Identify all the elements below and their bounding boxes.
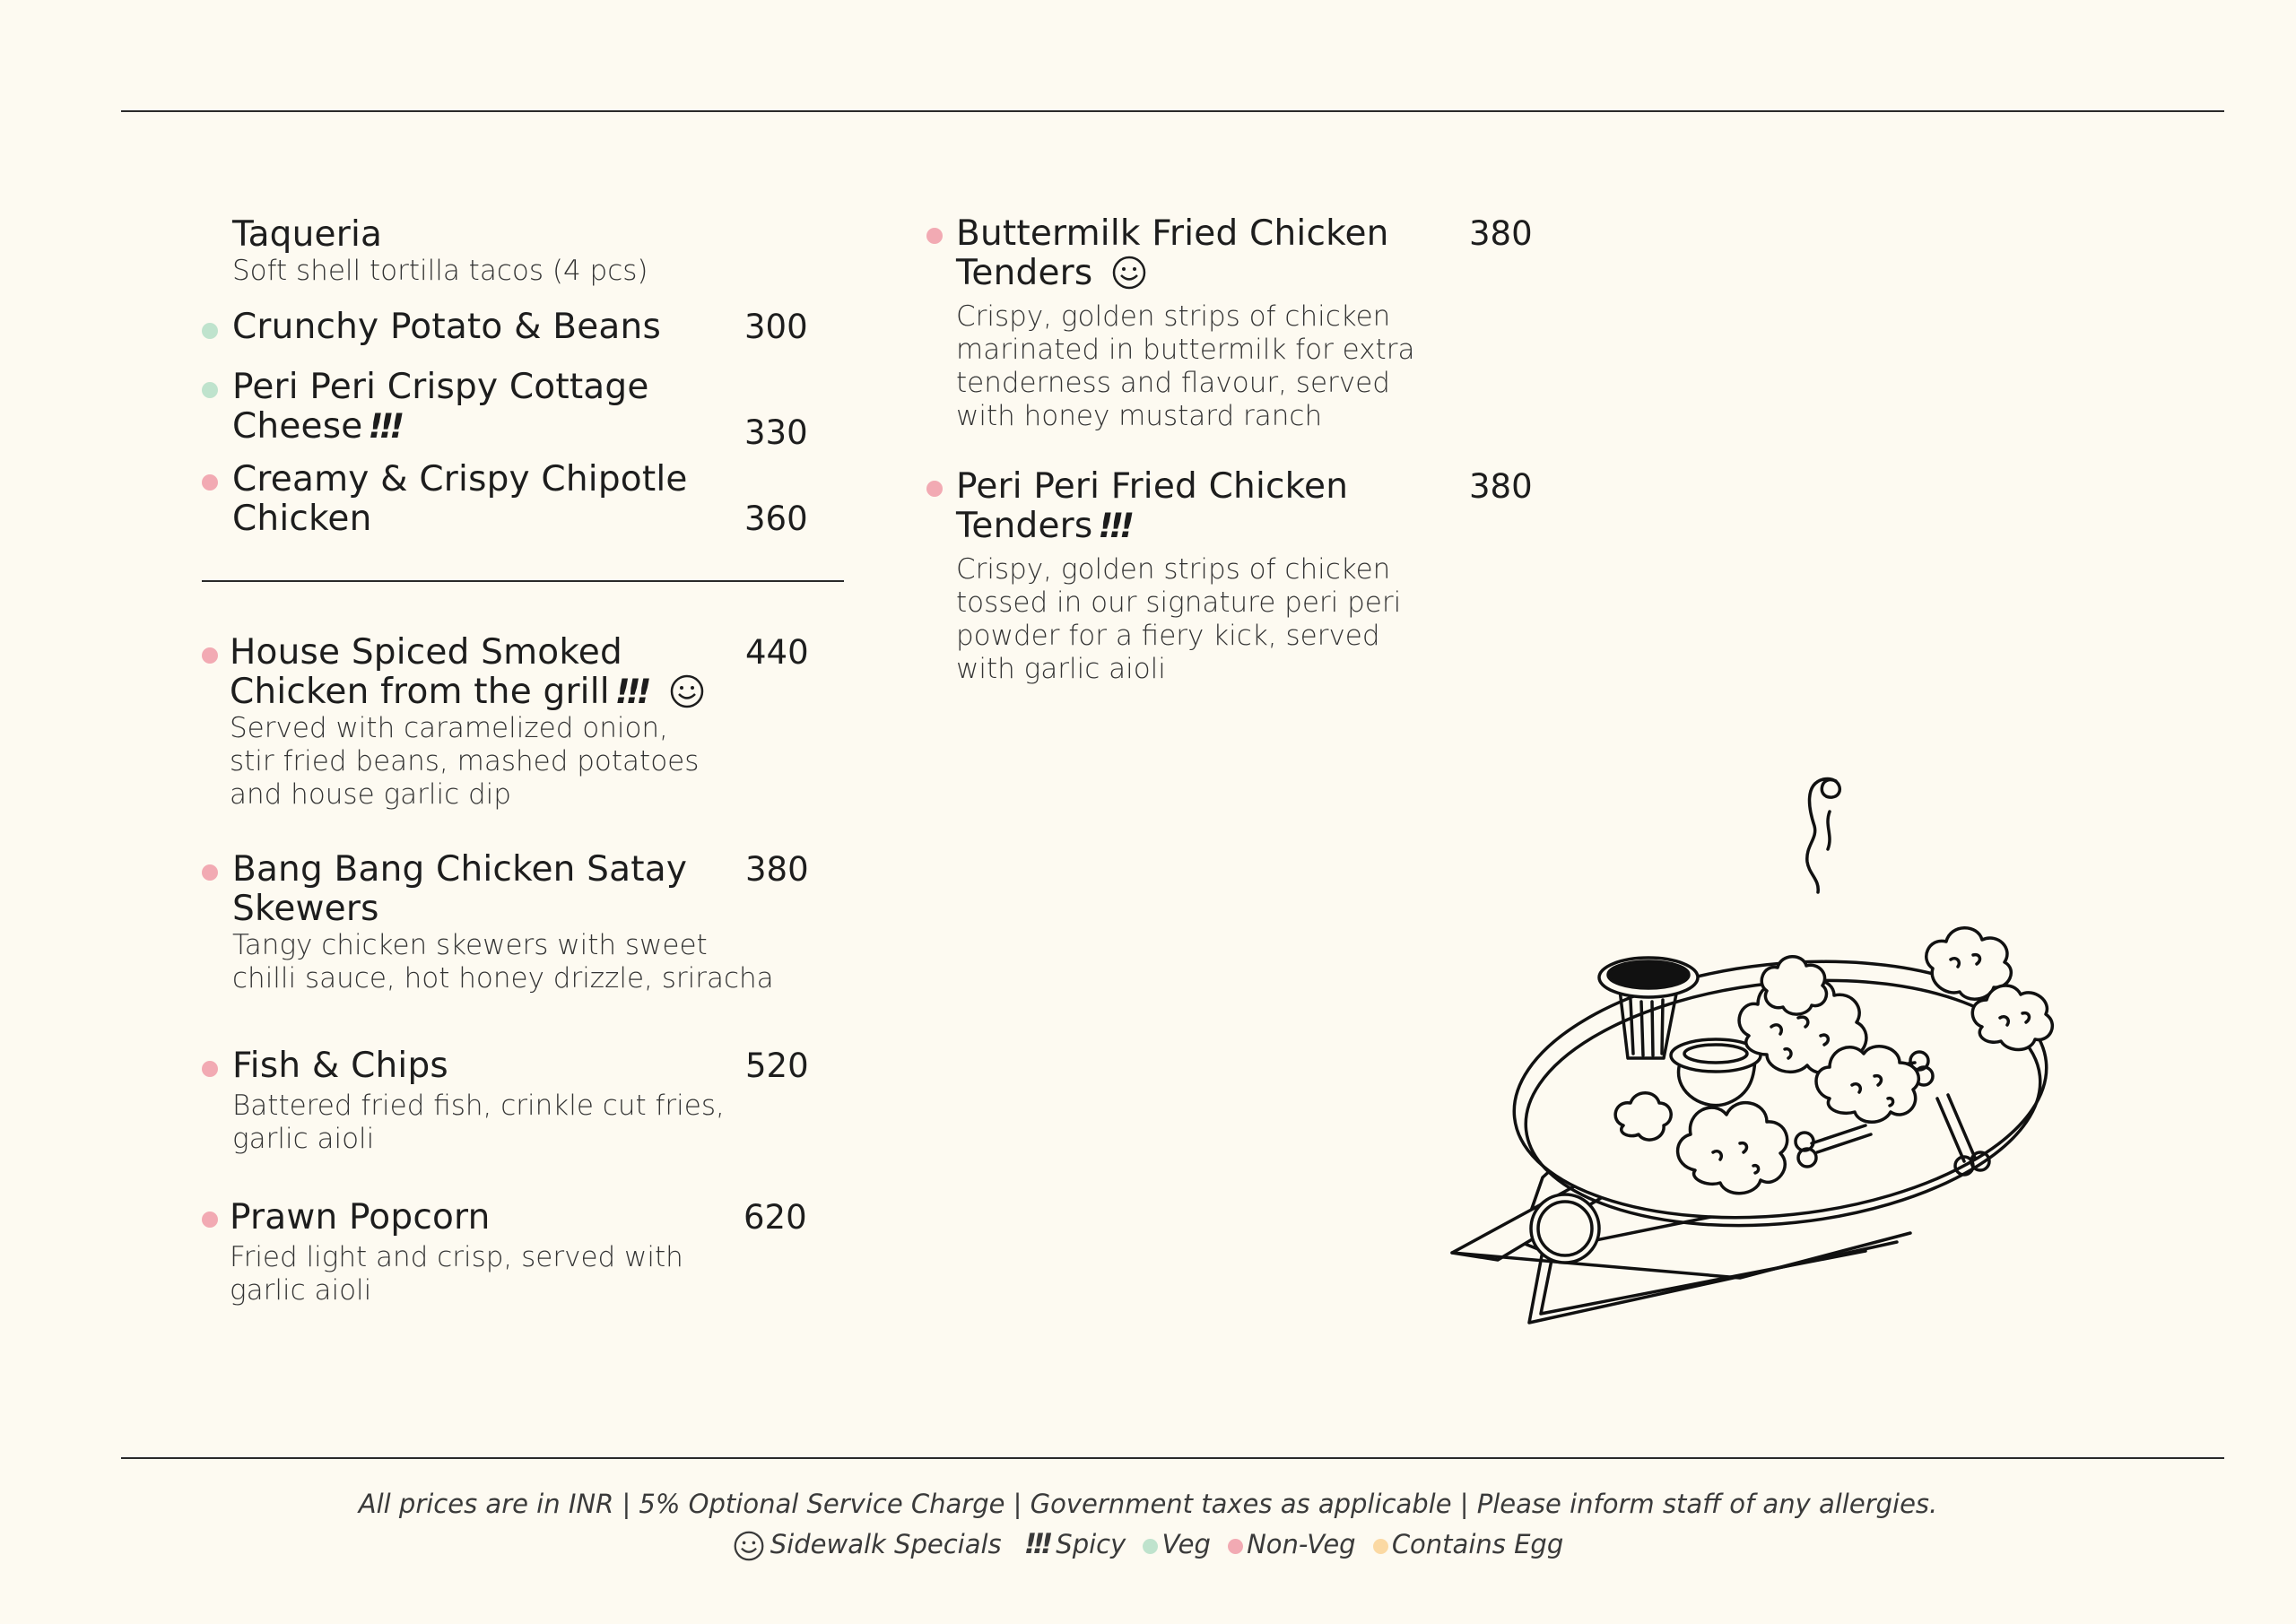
legend-nonveg: Non-Veg	[1247, 1529, 1356, 1559]
item-description-line: powder for a fiery kick, served	[956, 620, 1380, 652]
menu-item	[232, 308, 661, 347]
item-description-line: tossed in our signature peri peri	[956, 586, 1402, 619]
item-price: 380	[745, 850, 809, 889]
menu-item	[230, 633, 705, 812]
legend-egg: Contains Egg	[1391, 1529, 1564, 1559]
item-name: Prawn Popcorn	[230, 1197, 491, 1238]
nonveg-dot	[1228, 1539, 1243, 1554]
item-description-line: with garlic aioli	[956, 653, 1166, 685]
item-price: 380	[1469, 214, 1533, 253]
menu-item	[232, 850, 774, 995]
menu-item	[956, 214, 1414, 433]
item-name-line2: Tenders	[956, 253, 1093, 293]
item-name-line2: Chicken from the grill	[230, 672, 610, 712]
menu-item	[956, 467, 1401, 686]
nonveg-dot	[202, 647, 218, 664]
section-header	[232, 215, 648, 288]
fried-chicken-illustration	[1444, 758, 2117, 1336]
spicy-icon: !!!	[1098, 507, 1131, 545]
legend	[0, 1526, 2296, 1562]
item-description-line: Battered fried fish, crinkle cut fries,	[232, 1090, 725, 1122]
nonveg-dot	[202, 1061, 218, 1077]
item-name-line1: Peri Peri Fried Chicken	[956, 466, 1349, 507]
menu-item	[230, 1198, 683, 1307]
item-price: 330	[744, 413, 808, 452]
item-name-line2: Tenders	[956, 506, 1093, 546]
item-description-line: tenderness and flavour, served	[956, 367, 1390, 399]
item-description-line: garlic aioli	[232, 1123, 375, 1155]
item-description-line: with honey mustard ranch	[956, 400, 1323, 432]
veg-dot	[1143, 1539, 1158, 1554]
item-description-line: stir fried beans, mashed potatoes	[230, 745, 700, 777]
nonveg-dot	[202, 474, 218, 491]
item-price: 440	[745, 633, 809, 672]
item-description-line: chilli sauce, hot honey drizzle, sriracha	[232, 962, 774, 994]
item-name-line2: Skewers	[232, 889, 379, 929]
item-description-line: Served with caramelized onion,	[230, 712, 668, 744]
item-name-line2: Cheese	[232, 406, 363, 447]
smiley-icon	[669, 673, 705, 709]
spicy-icon: !!!	[1023, 1528, 1049, 1560]
item-description-line: Crispy, golden strips of chicken	[956, 553, 1391, 586]
nonveg-dot	[202, 864, 218, 881]
legend-spicy: Spicy	[1056, 1529, 1126, 1559]
footer-note: All prices are in INR | 5% Optional Service Charge | Government taxes as applicable | Please inform staff of any allergies.	[358, 1489, 1938, 1519]
menu-item	[232, 1046, 725, 1156]
item-name: Fish & Chips	[232, 1046, 448, 1086]
nonveg-dot	[202, 1211, 218, 1228]
egg-dot	[1373, 1539, 1388, 1554]
item-description-line: Fried light and crisp, served with	[230, 1241, 683, 1273]
item-price: 520	[745, 1046, 809, 1085]
smiley-icon	[733, 1530, 765, 1562]
legend-specials: Sidewalk Specials	[770, 1529, 1002, 1559]
menu-item	[232, 368, 649, 447]
item-name-line1: Peri Peri Crispy Cottage	[232, 367, 649, 407]
item-price: 380	[1469, 467, 1533, 506]
section-subtitle: Soft shell tortilla tacos (4 pcs)	[232, 255, 648, 287]
spicy-icon: !!!	[614, 673, 648, 711]
smiley-icon	[1111, 255, 1147, 291]
item-description-line: Crispy, golden strips of chicken	[956, 300, 1391, 333]
veg-dot	[202, 323, 218, 339]
menu-item	[232, 460, 688, 539]
item-description-line: Tangy chicken skewers with sweet	[232, 929, 708, 961]
nonveg-dot	[926, 481, 943, 497]
top-divider	[121, 110, 2224, 112]
legend-veg: Veg	[1161, 1529, 1211, 1559]
item-description-line: and house garlic dip	[230, 778, 511, 811]
nonveg-dot	[926, 228, 943, 244]
bottom-divider	[121, 1457, 2224, 1459]
item-price: 620	[744, 1198, 807, 1237]
section-divider	[202, 580, 844, 582]
veg-dot	[202, 382, 218, 398]
item-name-line1: Creamy & Crispy Chipotle	[232, 459, 688, 499]
item-name-line2: Chicken	[232, 499, 372, 539]
item-name-line1: Bang Bang Chicken Satay	[232, 849, 688, 890]
item-name: Crunchy Potato & Beans	[232, 307, 661, 347]
item-price: 300	[744, 308, 808, 346]
item-name-line1: Buttermilk Fried Chicken	[956, 213, 1389, 254]
item-description-line: marinated in buttermilk for extra	[956, 334, 1415, 366]
item-description-line: garlic aioli	[230, 1274, 372, 1307]
spicy-icon: !!!	[368, 407, 401, 446]
item-price: 360	[744, 499, 808, 538]
item-name-line1: House Spiced Smoked	[230, 632, 622, 673]
section-title: Taqueria	[232, 214, 383, 255]
